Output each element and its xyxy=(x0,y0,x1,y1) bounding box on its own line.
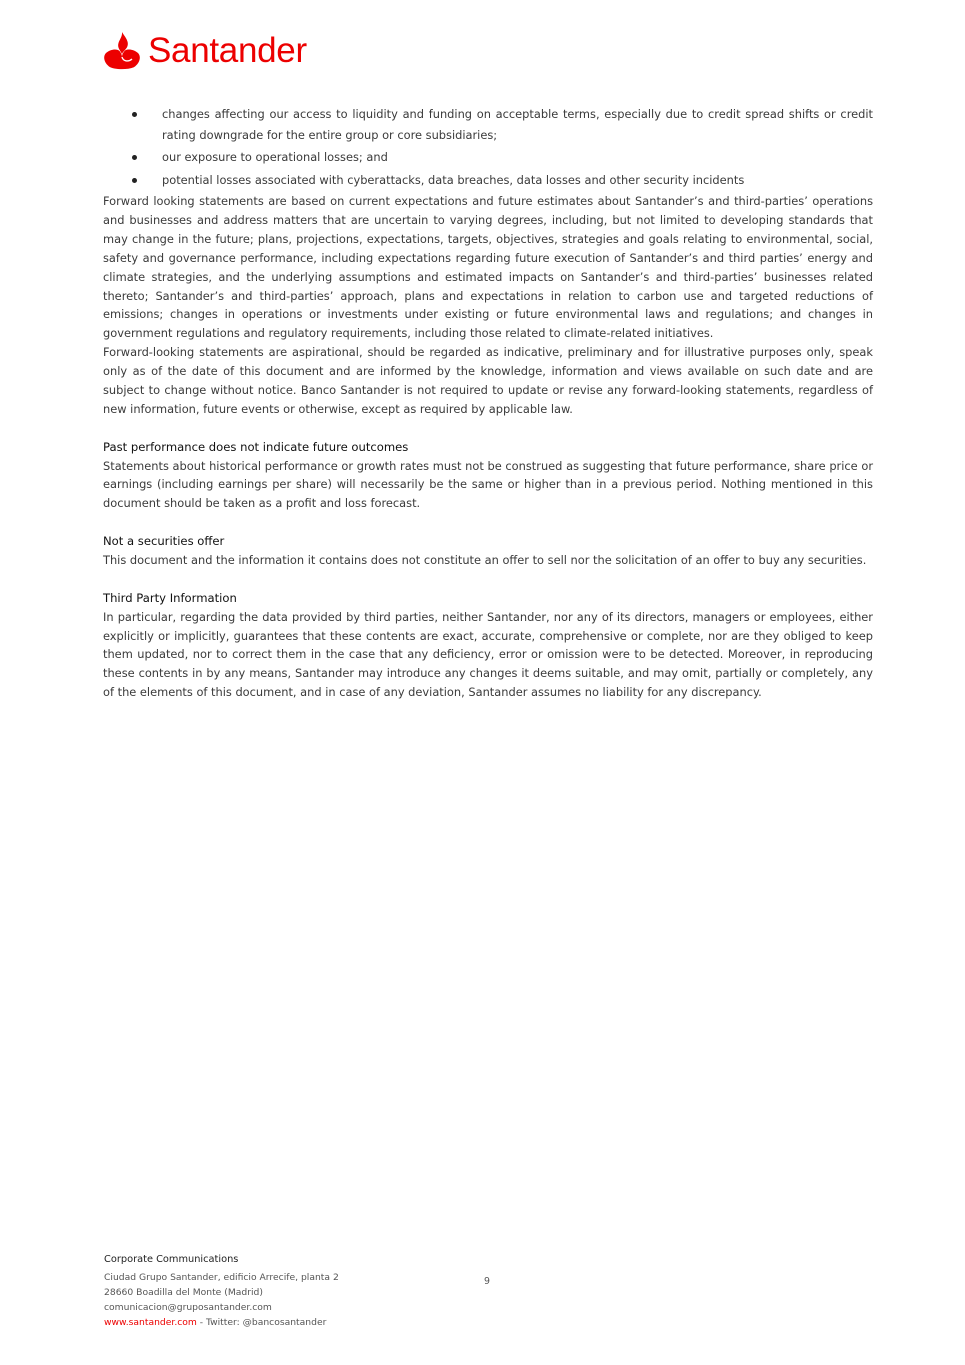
list-item: potential losses associated with cyberattacks, data breaches, data losses and other security incidents xyxy=(103,170,873,191)
footer-links xyxy=(104,1315,504,1330)
forward-looking-paragraph-1: Forward looking statements are based on current expectations and future estimates about Santander’s and third-parties’ operations and businesses and address matters that are uncertain to varying degrees, including, but not limited to developing standards that may change in the future; plans, projections, expectations, targets, objectives, strategies and goals relating to environmental, social, safety and governance performance, including expectations regarding future execution of Santander’s and third parties’ energy and climate strategies, and the underlying assumptions and estimated impacts on Santander’s and third-parties’ businesses related thereto; Santander’s and third-parties’ approach, plans and expectations in relation to carbon use and targeted reductions of emissions; changes in operations or investments under existing or future environmental laws and regulations; and changes in government regulations and regulatory requirements, including those related to climate-related initiatives. xyxy=(103,194,873,341)
past-performance-heading: Past performance does not indicate future outcomes xyxy=(103,439,409,454)
document-body xyxy=(103,104,873,702)
footer-department: Corporate Communications xyxy=(104,1254,239,1265)
footer-separator: - xyxy=(196,1317,207,1328)
past-performance-body: Statements about historical performance or growth rates must not be construed as suggesting that future performance, share price or earnings (including earnings per share) will necessarily be the same or higher than in a previous period. Nothing mentioned in this document should be taken as a profit and loss forecast. xyxy=(103,458,873,511)
santander-flame-icon xyxy=(102,31,142,71)
footer-address-line-1: Ciudad Grupo Santander, edificio Arrecife, planta 2 xyxy=(104,1272,339,1283)
list-item: changes affecting our access to liquidity and funding on acceptable terms, especially due to credit spread shifts or credit rating downgrade for the entire group or core subsidiaries; xyxy=(103,104,873,145)
forward-looking-paragraph-2: Forward-looking statements are aspirational, should be regarded as indicative, preliminary and for illustrative purposes only, speak only as of the date of this document and are informed by the knowledge, information and views available on such date and are subject to change without notice. Banco Santander is not required to update or revise any forward-looking statements, regardless of new information, future events or otherwise, except as required by applicable law. xyxy=(103,345,873,416)
list-item: our exposure to operational losses; and xyxy=(103,147,873,168)
footer-contact xyxy=(104,1252,504,1330)
third-party-heading: Third Party Information xyxy=(103,590,237,605)
securities-offer-heading: Not a securities offer xyxy=(103,534,225,549)
twitter-handle[interactable]: Twitter: @bancosantander xyxy=(206,1317,327,1328)
securities-offer-body: This document and the information it contains does not constitute an offer to sell nor the solicitation of an offer to buy any securities. xyxy=(103,553,867,567)
page-number: 9 xyxy=(484,1276,490,1287)
brand-name: Santander xyxy=(148,31,307,70)
risk-bullet-list xyxy=(103,104,873,190)
footer-address-line-2: 28660 Boadilla del Monte (Madrid) xyxy=(104,1287,263,1298)
third-party-body: In particular, regarding the data provided by third parties, neither Santander, nor any of its directors, managers or employees, either explicitly or implicitly, guarantees that these contents are exact, accurate, comprehensive or complete, nor are they obliged to keep them updated, nor to correct them in the case that any deficiency, error or omission were to be detected. Moreover, in reproducing these contents in by any means, Santander may introduce any changes it deems suitable, and may omit, partially or completely, any of the elements of this document, and in case of any deviation, Santander assumes no liability for any discrepancy. xyxy=(103,609,873,700)
footer-email[interactable]: comunicacion@gruposantander.com xyxy=(104,1302,272,1313)
santander-logo xyxy=(102,30,307,72)
website-link[interactable]: www.santander.com xyxy=(104,1317,197,1328)
